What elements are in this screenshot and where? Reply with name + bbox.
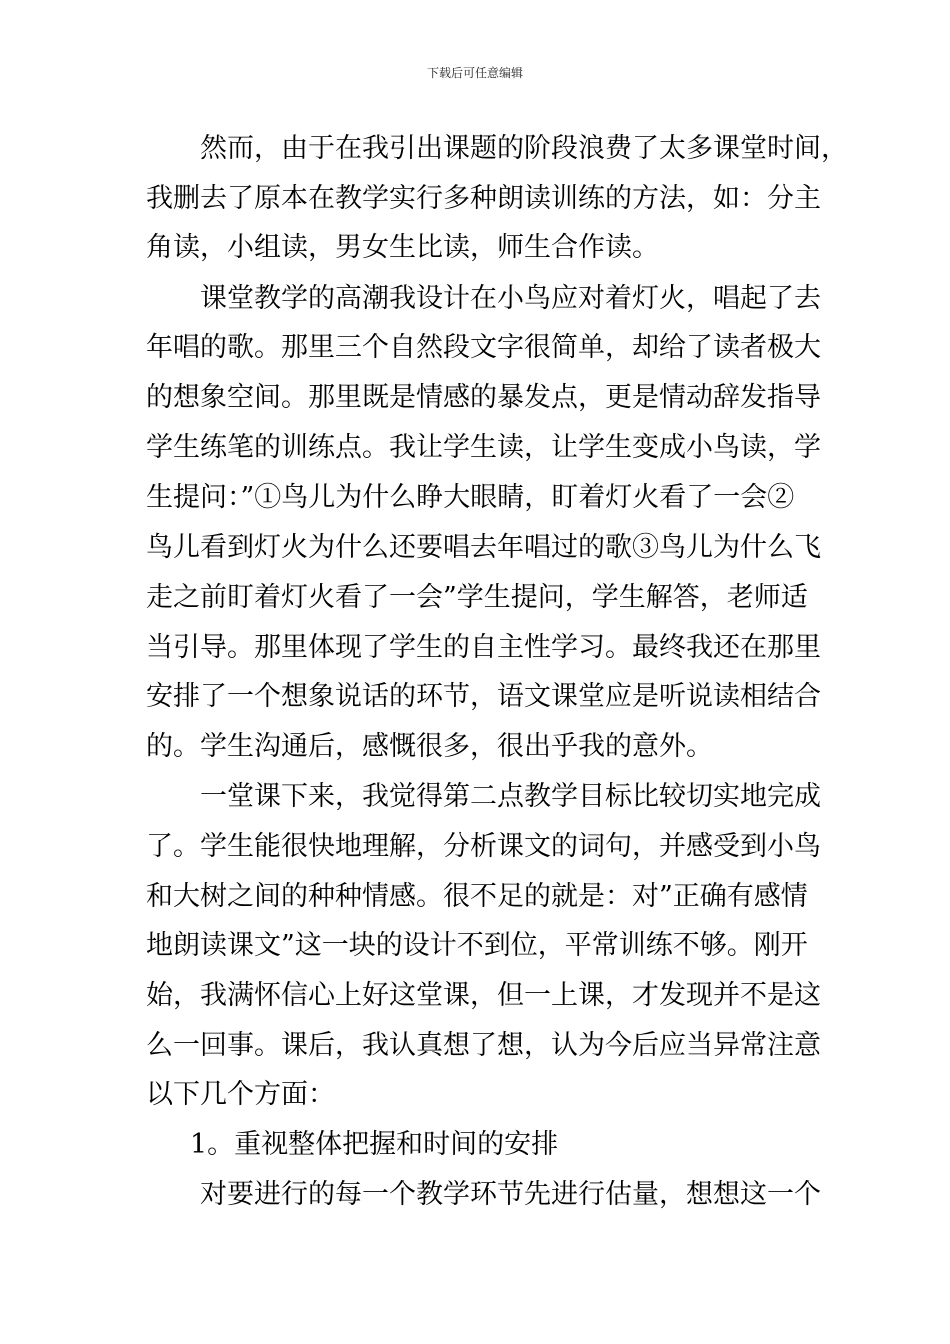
text-line: 生提问：”①鸟儿为什么睁大眼睛，盯着灯火看了一会② bbox=[146, 482, 795, 513]
text-line: 了。学生能很快地理解，分析课文的词句，并感受到小鸟 bbox=[146, 831, 821, 862]
text-line: 始，我满怀信心上好这堂课，但一上课，才发现并不是这 bbox=[146, 980, 821, 1011]
text-line: 么一回事。课后，我认真想了想，认为今后应当异常注意 bbox=[146, 1030, 821, 1061]
text-line: 和大树之间的种种情感。很不足的就是：对”正确有感情 bbox=[146, 881, 808, 912]
section-heading: 1。重视整体把握和时间的安排 bbox=[190, 1129, 559, 1160]
text-line: 学生练笔的训练点。我让学生读，让学生变成小鸟读，学 bbox=[146, 432, 821, 463]
text-line: 我删去了原本在教学实行多种朗读训练的方法，如：分主 bbox=[146, 183, 821, 214]
text-line: 对要进行的每一个教学环节先进行估量，想想这一个 bbox=[200, 1179, 821, 1210]
text-line: 当引导。那里体现了学生的自主性学习。最终我还在那里 bbox=[146, 632, 821, 663]
text-line: 课堂教学的高潮我设计在小鸟应对着灯火，唱起了去 bbox=[200, 283, 821, 314]
text-line: 一堂课下来，我觉得第二点教学目标比较切实地完成 bbox=[200, 781, 821, 812]
text-line: 地朗读课文”这一块的设计不到位，平常训练不够。刚开 bbox=[146, 930, 808, 961]
text-line: 以下几个方面： bbox=[146, 1079, 335, 1110]
text-line: 角读，小组读，男女生比读，师生合作读。 bbox=[146, 232, 659, 263]
page-header: 下载后可任意编辑 bbox=[426, 66, 523, 80]
text-line: 走之前盯着灯火看了一会”学生提问，学生解答，老师适 bbox=[146, 582, 808, 613]
text-line: 安排了一个想象说话的环节，语文课堂应是听说读相结合 bbox=[146, 681, 821, 712]
text-line: 鸟儿看到灯火为什么还要唱去年唱过的歌③鸟儿为什么飞 bbox=[146, 532, 821, 563]
text-line: 年唱的歌。那里三个自然段文字很简单，却给了读者极大 bbox=[146, 332, 821, 363]
text-line: 的。学生沟通后，感慨很多，很出乎我的意外。 bbox=[146, 731, 713, 762]
text-line: 然而，由于在我引出课题的阶段浪费了太多课堂时间， bbox=[200, 133, 848, 164]
text-line: 的想象空间。那里既是情感的暴发点，更是情动辞发指导 bbox=[146, 382, 821, 413]
